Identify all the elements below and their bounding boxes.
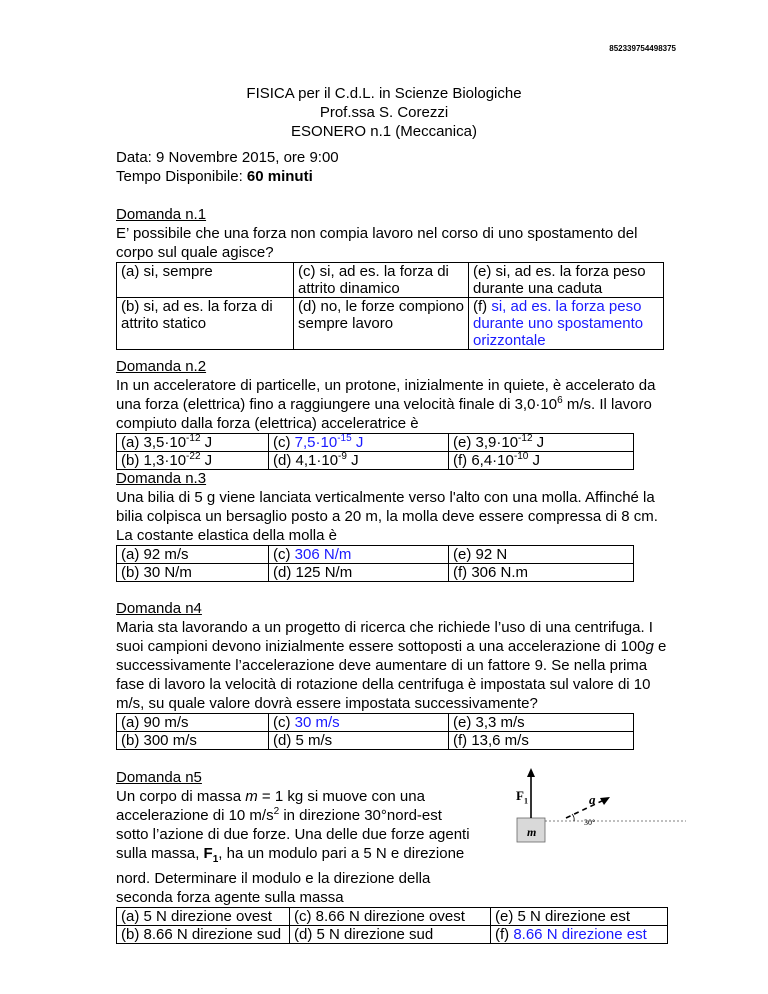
question-text: E’ possibile che una forza non compia lavoro nel corso di uno spostamento del corpo sul quale agisce?	[116, 225, 638, 261]
mass-symbol: m	[245, 788, 258, 805]
gravity-symbol: g	[645, 638, 654, 655]
exam-date: Data: 9 Novembre 2015, ore 9:00	[116, 149, 339, 166]
correct-answer: si, ad es. la forza peso durante uno spostamento orizzontale	[473, 298, 644, 349]
text-part: = 1 kg si muove con una accelerazione di 10 m/s	[116, 788, 425, 824]
option-b: (b) 30 N/m	[117, 564, 269, 582]
question-text	[116, 787, 471, 907]
option-value: (d) 4,1·10	[273, 452, 339, 469]
text-part: In un acceleratore di particelle, un protone, inizialmente in quiete, è accelerato da una forza (elettrica) fino a raggiungere una velocità finale di 3,0·10	[116, 377, 656, 413]
acceleration-arrow	[566, 800, 604, 818]
unit: J	[200, 452, 213, 469]
text-part: in direzione 30°nord-est sotto l’azione di due forze. Una delle due forze agenti sulla massa,	[116, 807, 470, 862]
option-c	[269, 434, 449, 452]
option-d: (d) 5 m/s	[269, 732, 449, 750]
option-label: (c)	[273, 714, 295, 731]
option-e: (e) si, ad es. la forza peso durante una caduta	[469, 263, 664, 298]
question-3	[116, 469, 676, 582]
option-a: (a) 90 m/s	[117, 714, 269, 732]
option-a	[117, 434, 269, 452]
option-c: (c) 8.66 N direzione ovest	[290, 908, 491, 926]
option-label: (c)	[273, 546, 295, 563]
option-d: (d) 5 N direzione sud	[290, 926, 491, 944]
exponent: 2	[273, 806, 280, 817]
unit: J	[200, 434, 213, 451]
correct-answer	[295, 434, 364, 451]
question-title: Domanda n5	[116, 769, 202, 786]
question-title: Domanda n.3	[116, 470, 207, 487]
correct-answer: 30 m/s	[294, 714, 340, 731]
question-4	[116, 599, 676, 750]
question-title: Domanda n.2	[116, 358, 207, 375]
option-f: (f) 306 N.m	[449, 564, 634, 582]
correct-answer: 306 N/m	[294, 546, 352, 563]
text-part: , ha un modulo pari a 5 N e direzione nord. Determinare il modulo e la direzione della seconda forza agente sulla massa	[116, 845, 465, 906]
option-b: (b) 8.66 N direzione sud	[117, 926, 290, 944]
option-f	[491, 926, 668, 944]
option-b: (b) 300 m/s	[117, 732, 269, 750]
mass-label: m	[527, 825, 537, 839]
answer-table	[116, 545, 634, 582]
course-title: FISICA per il C.d.L. in Scienze Biologiche	[246, 85, 522, 102]
option-d	[269, 452, 449, 470]
option-d: (d) 125 N/m	[269, 564, 449, 582]
force-arrowhead	[527, 768, 535, 777]
option-b: (b) si, ad es. la forza di attrito statico	[117, 298, 294, 350]
option-value: 7,5·10	[294, 434, 338, 451]
exponent: -9	[338, 451, 347, 462]
time-value: 60 minuti	[246, 168, 313, 185]
question-title: Domanda n4	[116, 600, 202, 617]
answer-table	[116, 907, 668, 944]
option-c: (c) si, ad es. la forza di attrito dinamico	[294, 263, 469, 298]
question-text	[116, 618, 676, 713]
answer-table	[116, 713, 634, 750]
option-value: (f) 6,4·10	[453, 452, 514, 469]
exam-title: ESONERO n.1 (Meccanica)	[291, 123, 477, 140]
unit: J	[532, 434, 545, 451]
option-a: (a) 5 N direzione ovest	[117, 908, 290, 926]
option-f: (f) 13,6 m/s	[449, 732, 634, 750]
option-label: (f)	[495, 926, 514, 943]
force-diagram	[496, 768, 686, 848]
option-c	[269, 546, 449, 564]
time-available	[116, 167, 339, 186]
unit: J	[346, 452, 359, 469]
force-label: $F_1$	[516, 788, 528, 806]
answer-table	[116, 433, 634, 470]
option-e: (e) 5 N direzione est	[491, 908, 668, 926]
unit: J	[351, 434, 364, 451]
option-a: (a) si, sempre	[117, 263, 294, 298]
force-diagram-drawing	[496, 768, 686, 848]
angle-arc	[572, 814, 574, 821]
option-e	[449, 434, 634, 452]
exponent: -12	[186, 433, 201, 444]
professor-name: Prof.ssa S. Corezzi	[319, 104, 449, 121]
option-value: (b) 1,3·10	[121, 452, 187, 469]
question-1	[116, 205, 676, 350]
text-part: e successivamente l’accelerazione deve aumentare di un fattore 9. Se nella prima fase di lavoro la velocità di rotazione della centrifuga è impostata sul valore di 10 m/s, su quale valore dovrà essere impostata successivamente?	[116, 638, 667, 712]
force-symbol: $F_1$	[203, 845, 219, 865]
exponent: -22	[186, 451, 201, 462]
question-text	[116, 376, 676, 433]
text-part: Maria sta lavorando a un progetto di ricerca che richiede l’uso di una centrifuga. I suoi campioni devono inizialmente essere sottoposti a una accelerazione di 100	[116, 619, 653, 655]
option-value: (a) 3,5·10	[121, 434, 187, 451]
unit: J	[528, 452, 540, 469]
exponent: -15	[337, 433, 352, 444]
option-value: (e) 3,9·10	[453, 434, 519, 451]
angle-label: 30°	[584, 818, 596, 827]
text-part: m/s. Il lavoro compiuto dalla forza (elettrica) acceleratrice è	[116, 396, 652, 432]
acceleration-label: a	[589, 792, 596, 807]
question-2	[116, 357, 676, 470]
question-title: Domanda n.1	[116, 206, 207, 223]
text-part: Un corpo di massa	[116, 788, 246, 805]
option-label: (c)	[273, 434, 295, 451]
option-a: (a) 92 m/s	[117, 546, 269, 564]
exam-meta	[116, 148, 339, 186]
option-b	[117, 452, 269, 470]
exponent: 6	[557, 395, 563, 406]
option-f	[449, 452, 634, 470]
exponent: -10	[513, 451, 529, 462]
exponent: -12	[518, 433, 533, 444]
option-f	[469, 298, 664, 350]
correct-answer: 8.66 N direzione est	[513, 926, 647, 943]
question-text: Una bilia di 5 g viene lanciata verticalmente verso l'alto con una molla. Affinché la bilia colpisca un bersaglio posto a 20 m, la molla deve essere compressa di 8 cm. La costante elastica della molla è	[116, 489, 658, 544]
option-c	[269, 714, 449, 732]
answer-table	[116, 262, 664, 350]
document-id: 852339754498375	[609, 44, 676, 53]
exam-header	[0, 84, 768, 141]
time-label: Tempo Disponibile:	[116, 168, 247, 185]
option-label: (f)	[473, 298, 492, 315]
option-e: (e) 3,3 m/s	[449, 714, 634, 732]
option-d: (d) no, le forze compiono sempre lavoro	[294, 298, 469, 350]
option-e: (e) 92 N	[449, 546, 634, 564]
